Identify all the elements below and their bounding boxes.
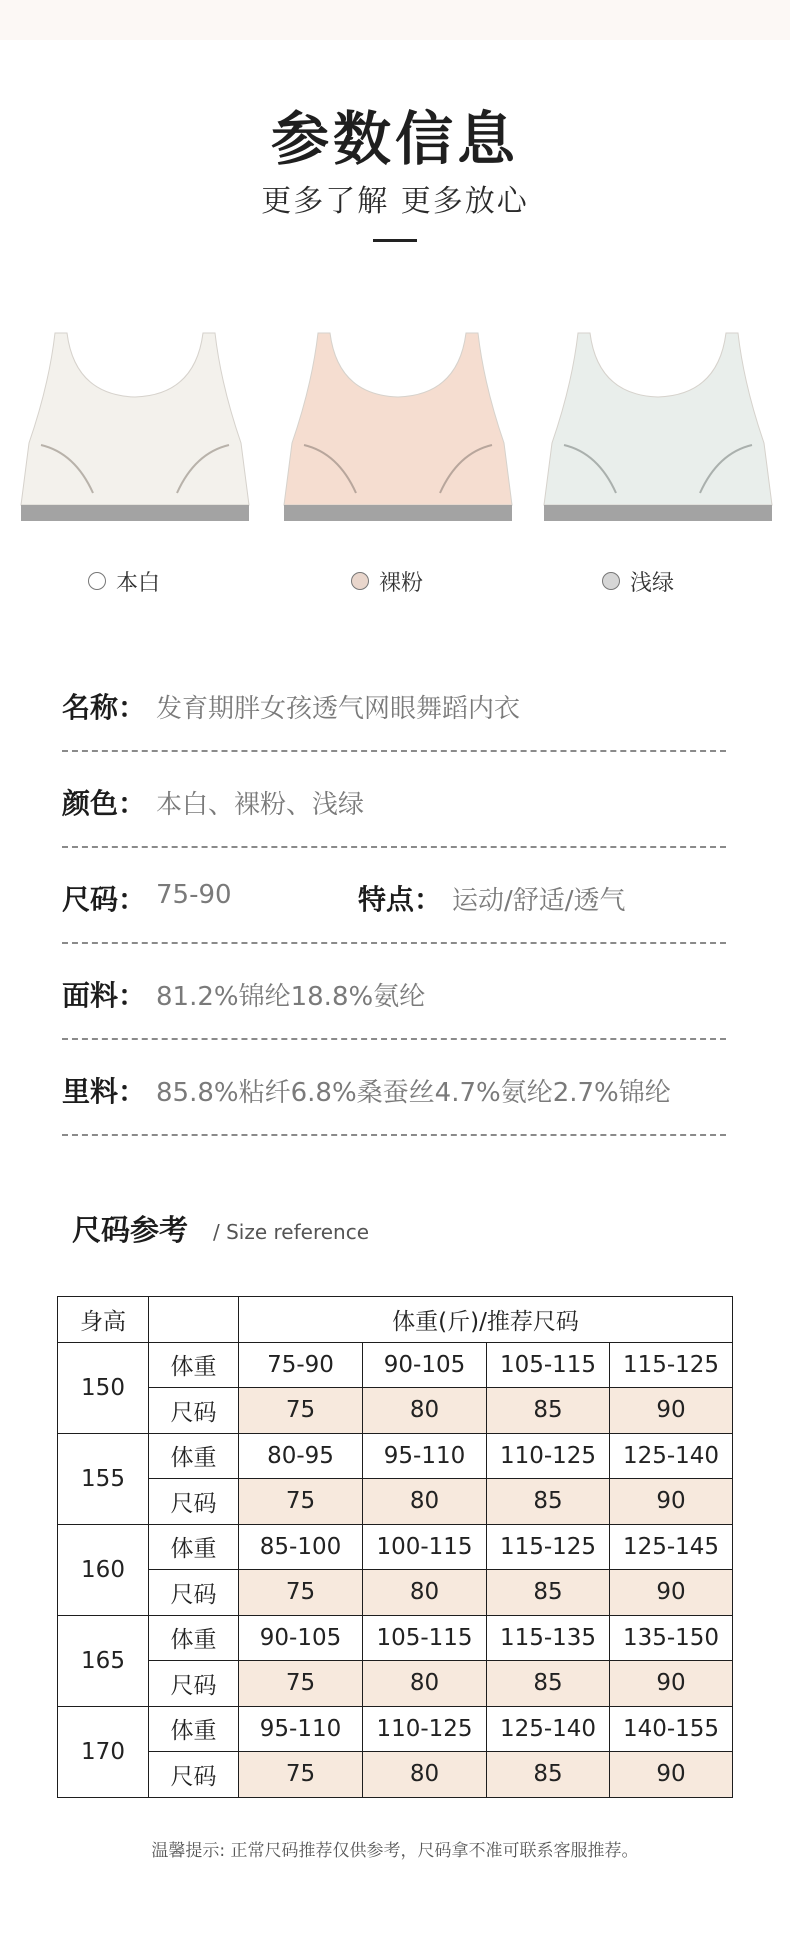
weight-range-cell: 125-140 (610, 1433, 733, 1479)
info-value: 发育期胖女孩透气网眼舞蹈内衣 (156, 694, 521, 724)
size-value-cell: 85 (487, 1570, 610, 1616)
top-band (0, 0, 790, 40)
size-value-cell: 85 (487, 1479, 610, 1525)
info-label: 尺码： (62, 883, 147, 916)
weight-label-cell: 体重 (149, 1615, 239, 1661)
size-value-cell: 80 (363, 1752, 487, 1798)
table-row-size (58, 1661, 733, 1707)
size-label-cell: 尺码 (149, 1661, 239, 1707)
color-option-label: 本白 (116, 570, 161, 596)
weight-label-cell: 体重 (149, 1524, 239, 1570)
weight-range-cell: 90-105 (363, 1342, 487, 1388)
table-row-weight (58, 1524, 733, 1570)
weight-range-cell: 85-100 (239, 1524, 363, 1570)
bra-image (15, 325, 255, 535)
table-header-row (58, 1297, 733, 1343)
weight-range-cell: 80-95 (239, 1433, 363, 1479)
height-cell: 155 (58, 1433, 149, 1524)
table-row-weight (58, 1433, 733, 1479)
weight-range-cell: 125-140 (487, 1706, 610, 1752)
info-value: 本白、裸粉、浅绿 (156, 790, 365, 820)
size-value-cell: 75 (239, 1479, 363, 1525)
info-label: 里料： (62, 1075, 147, 1108)
height-cell: 165 (58, 1615, 149, 1706)
weight-range-cell: 105-115 (487, 1342, 610, 1388)
table-row-weight (58, 1615, 733, 1661)
bra-image (278, 325, 518, 535)
info-row-color (62, 752, 726, 848)
table-row-size (58, 1479, 733, 1525)
info-row-fabric (62, 944, 726, 1040)
size-value-cell: 80 (363, 1661, 487, 1707)
weight-label-cell: 体重 (149, 1706, 239, 1752)
table-header-height: 身高 (58, 1297, 149, 1343)
weight-range-cell: 135-150 (610, 1615, 733, 1661)
radio-circle-icon (602, 572, 620, 590)
size-value-cell: 90 (610, 1570, 733, 1616)
color-option-label: 浅绿 (630, 570, 675, 596)
table-row-weight (58, 1342, 733, 1388)
size-label-cell: 尺码 (149, 1388, 239, 1434)
weight-range-cell: 75-90 (239, 1342, 363, 1388)
weight-range-cell: 115-135 (487, 1615, 610, 1661)
weight-range-cell: 100-115 (363, 1524, 487, 1570)
info-row-name (62, 656, 726, 752)
size-label-cell: 尺码 (149, 1752, 239, 1798)
page-subtitle: 更多了解 更多放心 (261, 184, 529, 219)
weight-range-cell: 140-155 (610, 1706, 733, 1752)
size-value-cell: 90 (610, 1661, 733, 1707)
size-chart-table (57, 1296, 733, 1798)
size-value-cell: 85 (487, 1388, 610, 1434)
tip-note: 温馨提示: 正常尺码推荐仅供参考，尺码拿不准可联系客服推荐。 (151, 1841, 639, 1861)
size-value-cell: 75 (239, 1661, 363, 1707)
color-option-pink[interactable] (351, 566, 423, 596)
weight-range-cell: 125-145 (610, 1524, 733, 1570)
size-value-cell: 75 (239, 1570, 363, 1616)
weight-range-cell: 105-115 (363, 1615, 487, 1661)
weight-range-cell: 115-125 (487, 1524, 610, 1570)
info-row-size (62, 848, 726, 944)
size-reference-subheading: / Size reference (213, 1220, 370, 1244)
color-option-label: 裸粉 (379, 570, 424, 596)
size-value-cell: 90 (610, 1479, 733, 1525)
weight-range-cell: 115-125 (610, 1342, 733, 1388)
info-row-lining (62, 1040, 726, 1136)
info-label: 名称： (62, 691, 147, 724)
bra-image (538, 325, 778, 535)
size-reference-heading: 尺码参考 (72, 1213, 189, 1247)
size-value-cell: 80 (363, 1570, 487, 1616)
color-option-white[interactable] (88, 566, 160, 596)
height-cell: 160 (58, 1524, 149, 1615)
info-value: 81.2%锦纶18.8%氨纶 (156, 982, 426, 1012)
product-image-pink (278, 325, 518, 535)
height-cell: 170 (58, 1706, 149, 1797)
product-image-green (538, 325, 778, 535)
size-value-cell: 75 (239, 1388, 363, 1434)
size-label-cell: 尺码 (149, 1479, 239, 1525)
weight-range-cell: 95-110 (363, 1433, 487, 1479)
weight-range-cell: 110-125 (487, 1433, 610, 1479)
radio-circle-icon (88, 572, 106, 590)
product-image-white (15, 325, 255, 535)
table-row-size (58, 1570, 733, 1616)
weight-range-cell: 95-110 (239, 1706, 363, 1752)
table-header-blank (149, 1297, 239, 1343)
info-value: 75-90 (156, 880, 232, 910)
table-row-size (58, 1752, 733, 1798)
weight-range-cell: 90-105 (239, 1615, 363, 1661)
info-label-feature: 特点： (358, 883, 443, 916)
info-value-feature: 运动/舒适/透气 (452, 886, 626, 916)
size-label-cell: 尺码 (149, 1570, 239, 1616)
title-divider (373, 239, 417, 242)
info-value: 85.8%粘纤6.8%桑蚕丝4.7%氨纶2.7%锦纶 (156, 1078, 671, 1108)
table-row-weight (58, 1706, 733, 1752)
size-value-cell: 85 (487, 1661, 610, 1707)
size-value-cell: 90 (610, 1752, 733, 1798)
table-row-size (58, 1388, 733, 1434)
color-option-green[interactable] (602, 566, 674, 596)
size-value-cell: 80 (363, 1388, 487, 1434)
weight-label-cell: 体重 (149, 1433, 239, 1479)
height-cell: 150 (58, 1342, 149, 1433)
size-value-cell: 85 (487, 1752, 610, 1798)
table-header-weight: 体重(斤)/推荐尺码 (239, 1297, 733, 1343)
size-value-cell: 90 (610, 1388, 733, 1434)
weight-label-cell: 体重 (149, 1342, 239, 1388)
info-label: 颜色： (62, 787, 147, 820)
page-title: 参数信息 (270, 105, 519, 173)
weight-range-cell: 110-125 (363, 1706, 487, 1752)
size-value-cell: 80 (363, 1479, 487, 1525)
radio-circle-icon (351, 572, 369, 590)
info-label: 面料： (62, 979, 147, 1012)
size-value-cell: 75 (239, 1752, 363, 1798)
